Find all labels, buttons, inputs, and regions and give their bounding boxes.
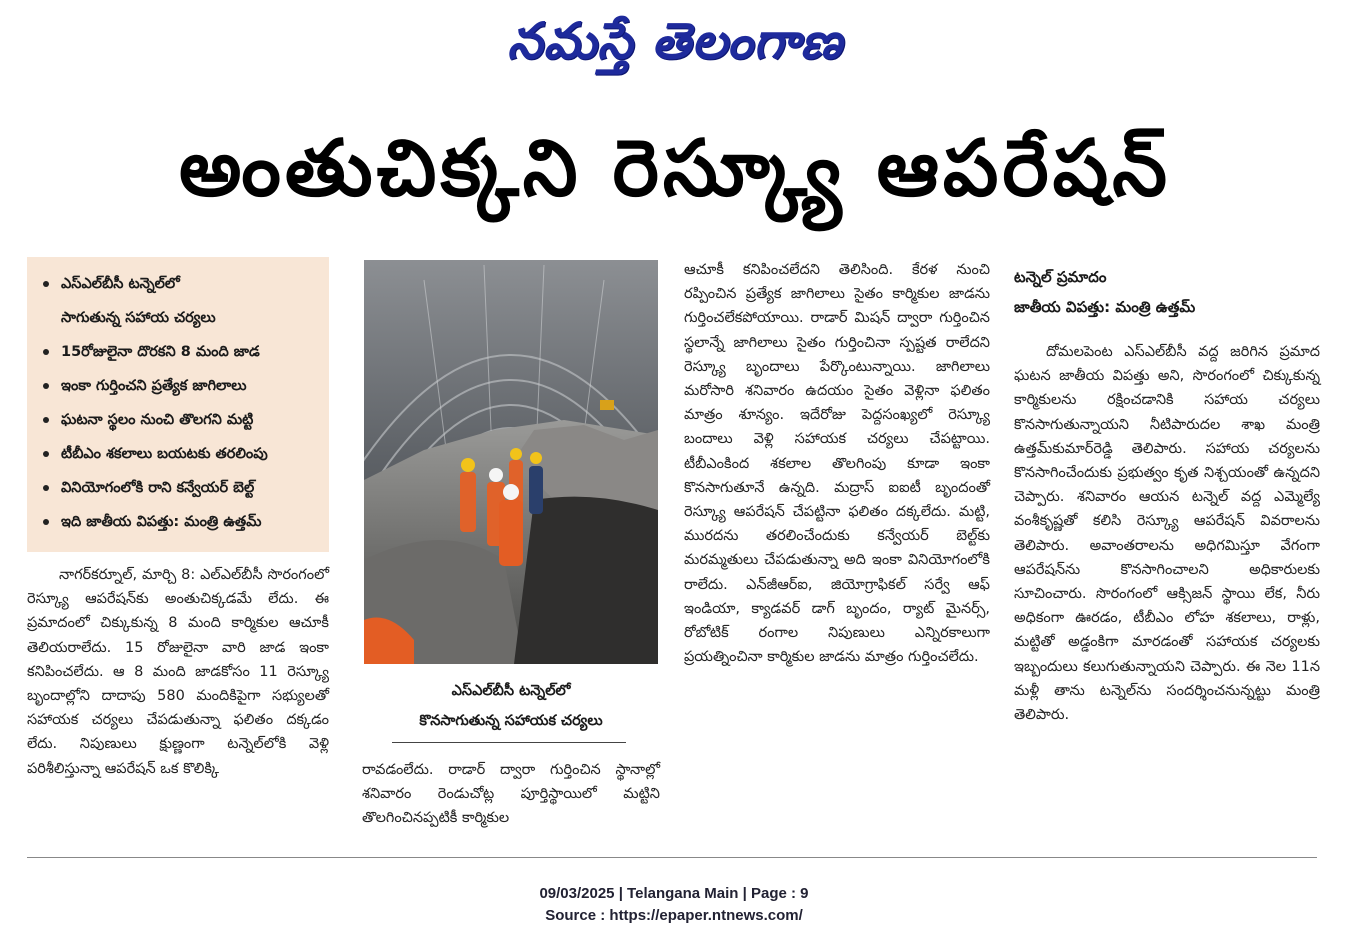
highlight-item xyxy=(27,471,329,505)
highlight-item xyxy=(27,437,329,471)
article-paragraph: ఆచూకీ కనిపించలేదని తెలిసింది. కేరళ నుంచి రప్పించిన ప్రత్యేక జాగిలాలు సైతం కార్మికుల జాడను గుర్తించలేకపోయాయి. రాడార్ మిషన్ ద్వారా గుర్తించిన స్థలాన్నే జాగిలాలు సైతం గుర్తించినా స్పష్టత రాలేదని రెస్క్యూ బృందాలు పేర్కొంటున్నాయి. జాగిలాలు మరోసారి శనివారం ఉదయం సైతం వెళ్లినా ఫలితం మాత్రం శూన్యం. ఇదేరోజు పెద్దసంఖ్యలో రెస్క్యూ బందాలు వెళ్లి సహాయక చర్యలు చేపట్టాయి. టీబీఎంకింద శకలాల తొలగింపు కూడా ఇంకా కొనసాగుతూనే ఉన్నది. మద్రాస్ ఐఐటీ బృందంతో రెస్క్యూ ఆపరేషన్ చేపట్టినా ఫలితం దక్కలేదు. మట్టి, మురదను తరలించేందుకు కన్వేయర్ బెల్ట్‌కు మరమ్మతులు చేపడుతున్నా అది ఇంకా వినియోగంలోకి రాలేదు. ఎన్‌జీఆర్ఐ, జియోగ్రాఫికల్ సర్వే ఆఫ్ ఇండియా, క్యాడవర్ డాగ్ బృందం, ర్యాట్ మైనర్స్, రోబోటిక్ రంగాల నిపుణులు ఎన్నిరకాలుగా ప్రయత్నించినా కార్మికుల జాడను మాత్రం గుర్తించలేదు. xyxy=(684,262,990,666)
footer-divider xyxy=(27,857,1317,858)
footer-source-link[interactable]: Source : https://epaper.ntnews.com/ xyxy=(545,907,803,924)
footer xyxy=(0,883,1348,927)
headline: అంతుచిక్కని రెస్క్యూ ఆపరేషన్ xyxy=(178,124,1172,214)
highlight-item xyxy=(27,369,329,403)
highlight-item xyxy=(27,403,329,437)
highlight-text: ఇంకా గుర్తించని ప్రత్యేక జాగిలాలు xyxy=(61,378,247,394)
highlight-text: టీబీఎం శకలాలు బయటకు తరలింపు xyxy=(61,446,268,462)
highlight-text: ఎస్‌ఎల్‌బీసీ టన్నెల్‌లో xyxy=(61,276,180,292)
tunnel-rescue-photo xyxy=(364,260,658,664)
highlight-item xyxy=(27,301,329,335)
highlight-text: 15రోజులైనా దొరకని 8 మంది జాడ xyxy=(61,344,260,360)
highlight-text: ఘటనా స్థలం నుంచి తొలగని మట్టి xyxy=(61,412,254,428)
highlight-item xyxy=(27,267,329,301)
tunnel-photo-illustration xyxy=(364,260,658,664)
highlight-item xyxy=(27,335,329,369)
highlight-item xyxy=(27,505,329,539)
article-column-3 xyxy=(684,258,990,669)
sub-headline-line: జాతీయ విపత్తు: మంత్రి ఉత్తమ్ xyxy=(1014,298,1196,316)
article-paragraph: దోమలపెంట ఎస్‌ఎల్‌బీసీ వద్ద జరిగిన ప్రమాద ఘటన జాతీయ విపత్తు అని, సొరంగంలో చిక్కుకున్న కార్మికులను రక్షించడానికి సహాయ చర్యలు కొనసాగుతున్నాయని నీటిపారుదల శాఖ మంత్రి ఉత్తమ్‌కుమార్‌రెడ్డి తెలిపారు. సహాయ చర్యలను కొనసాగించేందుకు ప్రభుత్వం కృత నిశ్చయంతో ఉన్నదని చెప్పారు. శనివారం ఆయన టన్నెల్ వద్ద ఎమ్మెల్యే వంశీకృష్ణతో కలిసి రెస్క్యూ ఆపరేషన్ వివరాలను తెలిపారు. అవాంతరాలను అధిగమిస్తూ వేగంగా ఆపరేషన్‌ను కొనసాగించాలని అధికారులకు సూచించారు. సొరంగంలో ఆక్సిజన్ స్థాయి లేక, నీరు అధికంగా ఊరడం, టీబీఎం లోహ శకలాలు, రాళ్లు, మట్టితో అడ్డంకిగా మారడంతో సహాయక చర్యలకు ఇబ్బందులు కలుగుతున్నాయని చెప్పారు. ఈ నెల 11న మళ్లీ తాను టన్నెల్‌ను సందర్శించనున్నట్టు మంత్రి తెలిపారు. xyxy=(1014,344,1320,724)
article-paragraph: నాగర్‌కర్నూల్, మార్చి 8: ఎల్‌ఎల్‌బీసీ సొరంగంలో రెస్క్యూ ఆపరేషన్‌కు అంతుచిక్కడమే లేదు. ఈ ప్రమాదంలో చిక్కుకున్న 8 మంది కార్మికుల ఆచూకీ తెలియరాలేదు. 15 రోజులైనా వారి జాడ ఇంకా కనిపించలేదు. ఆ 8 మంది జాడకోసం 11 రెస్క్యూ బృందాల్లోని దాదాపు 580 మందికిపైగా సభ్యులతో సహాయక చర్యలు చేపడుతున్నా ఫలితం దక్కడం లేదు. నిపుణులు క్షుణ్ణంగా టన్నెల్‌లోకి వెళ్లి పరిశీలిస్తున్నా ఆపరేషన్ ఒక కొలిక్కి xyxy=(27,567,329,777)
highlight-text: ఇది జాతీయ విపత్తు: మంత్రి ఉత్తమ్ xyxy=(61,514,262,530)
article-column-2 xyxy=(362,758,660,831)
bullet-icon xyxy=(43,281,49,287)
bullet-icon xyxy=(43,519,49,525)
photo-caption-line: కొనసాగుతున్న సహాయక చర్యలు xyxy=(419,713,603,729)
sub-headline-line: టన్నెల్ ప్రమాదం xyxy=(1014,268,1107,286)
photo-caption-line: ఎస్‌ఎల్‌బీసీ టన్నెల్‌లో xyxy=(451,683,571,699)
bullet-icon xyxy=(43,451,49,457)
caption-divider xyxy=(392,742,626,743)
bullet-icon xyxy=(43,349,49,355)
bullet-icon xyxy=(43,485,49,491)
article-column-4 xyxy=(1014,340,1320,727)
sub-headline xyxy=(1014,262,1314,322)
article-column-1 xyxy=(27,563,329,781)
bullet-icon xyxy=(43,417,49,423)
bullet-icon xyxy=(43,383,49,389)
highlights-box xyxy=(27,257,329,552)
masthead-logo: నమస్తే తెలంగాణ xyxy=(507,12,843,70)
article-paragraph: రావడంలేదు. రాడార్ ద్వారా గుర్తించిన స్థానాల్లో శనివారం రెండుచోట్ల పూర్తిస్థాయిలో మట్టిని తొలగించినప్పటికీ కార్మికుల xyxy=(362,762,660,827)
highlight-text: సాగుతున్న సహాయ చర్యలు xyxy=(61,310,216,326)
photo-caption xyxy=(364,676,658,736)
footer-date-line: 09/03/2025 | Telangana Main | Page : 9 xyxy=(539,885,809,902)
highlight-text: వినియోగంలోకి రాని కన్వేయర్ బెల్ట్ xyxy=(61,480,255,496)
